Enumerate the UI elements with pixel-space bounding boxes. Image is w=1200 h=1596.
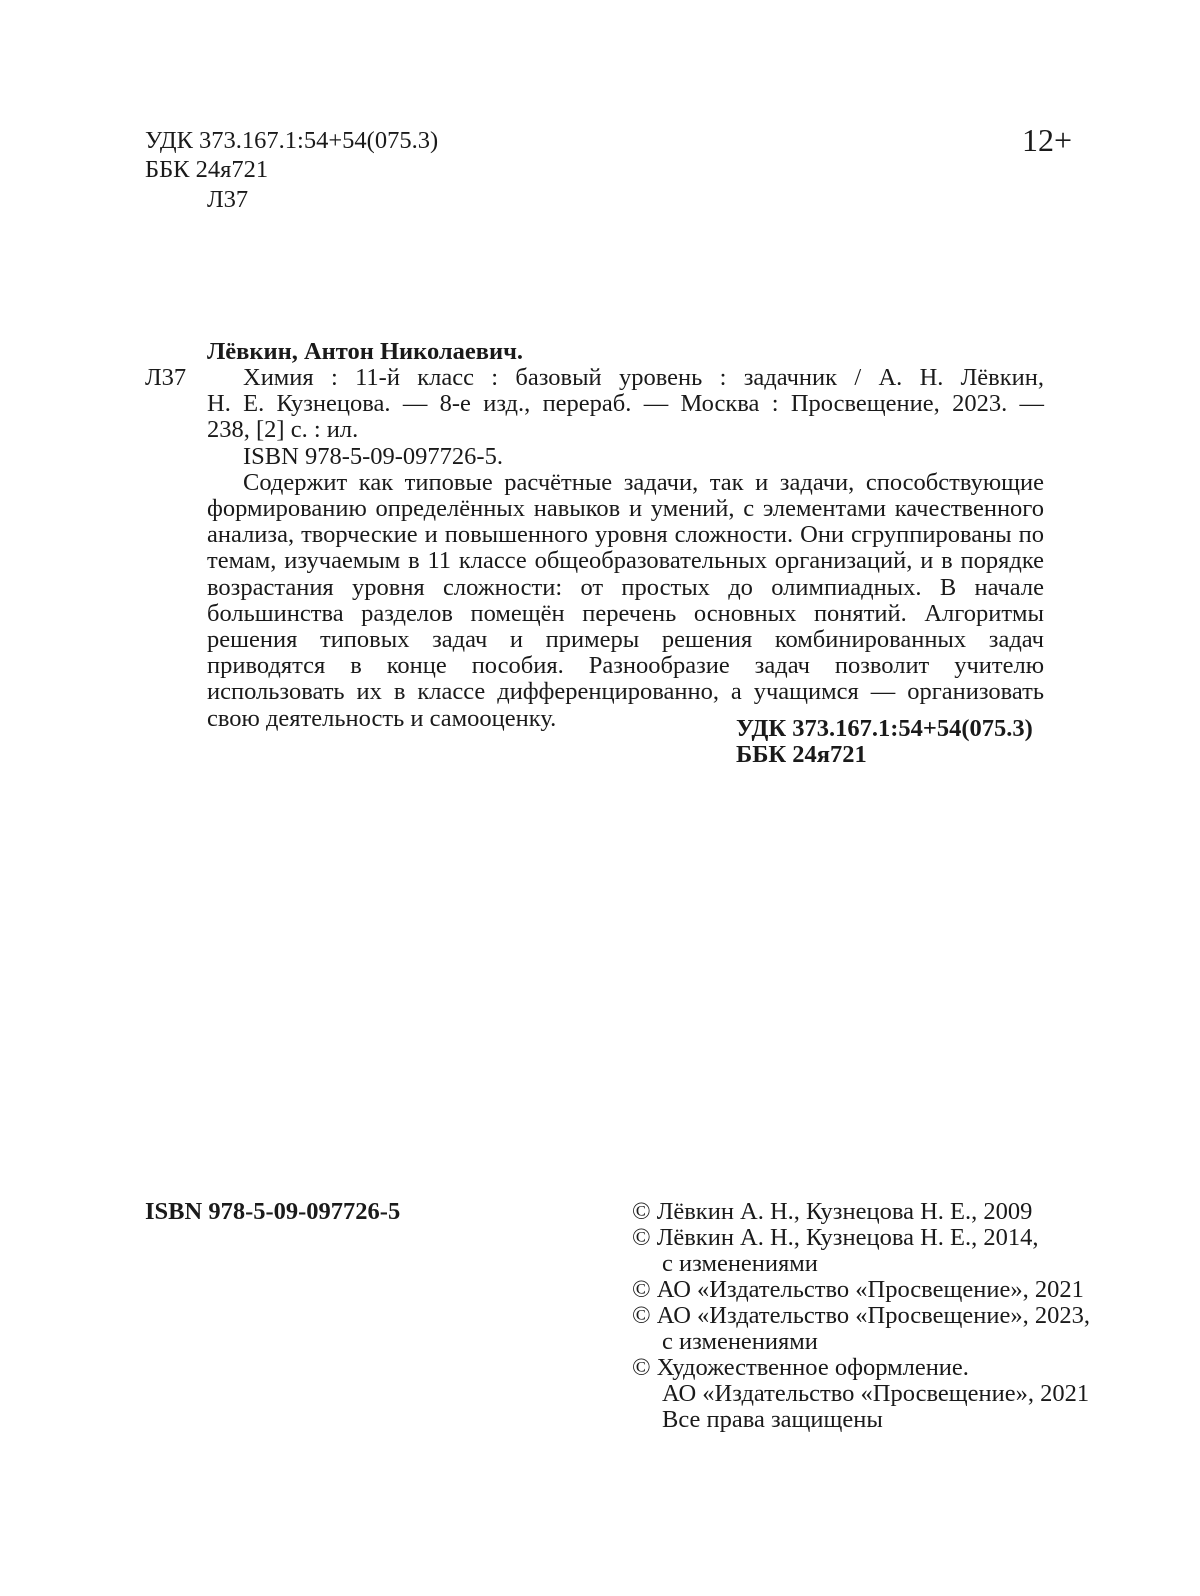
bib-line-3: 238, [2] с. : ил. — [207, 416, 359, 444]
bib-line-2: Н. Е. Кузнецова. — 8-е изд., перераб. — Москва : Просвещение, 2023. — — [207, 390, 1044, 418]
author-heading: Лёвкин, Антон Николаевич. — [207, 338, 524, 365]
copyright-line: с изменениями — [662, 1328, 818, 1355]
copyright-line: © Художественное оформление. — [632, 1354, 969, 1381]
copyright-line: с изменениями — [662, 1250, 818, 1277]
copyright-line: Все права защищены — [662, 1406, 883, 1433]
header-udk: УДК 373.167.1:54+54(075.3) — [145, 127, 439, 154]
header-bbk: ББК 24я721 — [145, 156, 269, 183]
age-rating: 12+ — [1022, 122, 1073, 158]
footer-isbn: ISBN 978-5-09-097726-5 — [145, 1198, 401, 1225]
bbk-bold: ББК 24я721 — [736, 741, 867, 768]
bibliographic-description — [207, 365, 1044, 732]
copyright-line: © АО «Издательство «Просвещение», 2023, — [632, 1302, 1090, 1329]
copyright-line: АО «Издательство «Просвещение», 2021 — [662, 1380, 1090, 1407]
udk-bold: УДК 373.167.1:54+54(075.3) — [736, 715, 1033, 742]
abstract: Содержит как типовые расчётные задачи, так и задачи, способствующие формированию определённых навыков и умений, с элементами качественного анализа, творческие и повышенного уровня сложности. Они сгруппированы по темам, изучаемым в 11 классе общеобразовательных организаций, и в порядке возрастания уровня сложности: от простых до олимпиадных. В начале большинства разделов помещён перечень основных понятий. Алгоритмы решения типовых задач и примеры решения комбинированных задач приводятся в конце пособия. Разнообразие задач позволит учителю использовать их в классе дифференцированно, а учащимся — организовать свою деятельность и самооценку. — [207, 468, 1044, 732]
bib-line-1: Химия : 11-й класс : базовый уровень : задачник / А. Н. Лёвкин, — [243, 364, 1044, 391]
copyright-line: © АО «Издательство «Просвещение», 2021 — [632, 1276, 1084, 1303]
copyright-line: © Лёвкин А. Н., Кузнецова Н. Е., 2009 — [632, 1198, 1033, 1225]
isbn-line: ISBN 978-5-09-097726-5. — [243, 442, 503, 470]
margin-mark: Л37 — [145, 364, 187, 391]
copyright-line: © Лёвкин А. Н., Кузнецова Н. Е., 2014, — [632, 1224, 1039, 1251]
header-author-mark: Л37 — [207, 186, 249, 213]
